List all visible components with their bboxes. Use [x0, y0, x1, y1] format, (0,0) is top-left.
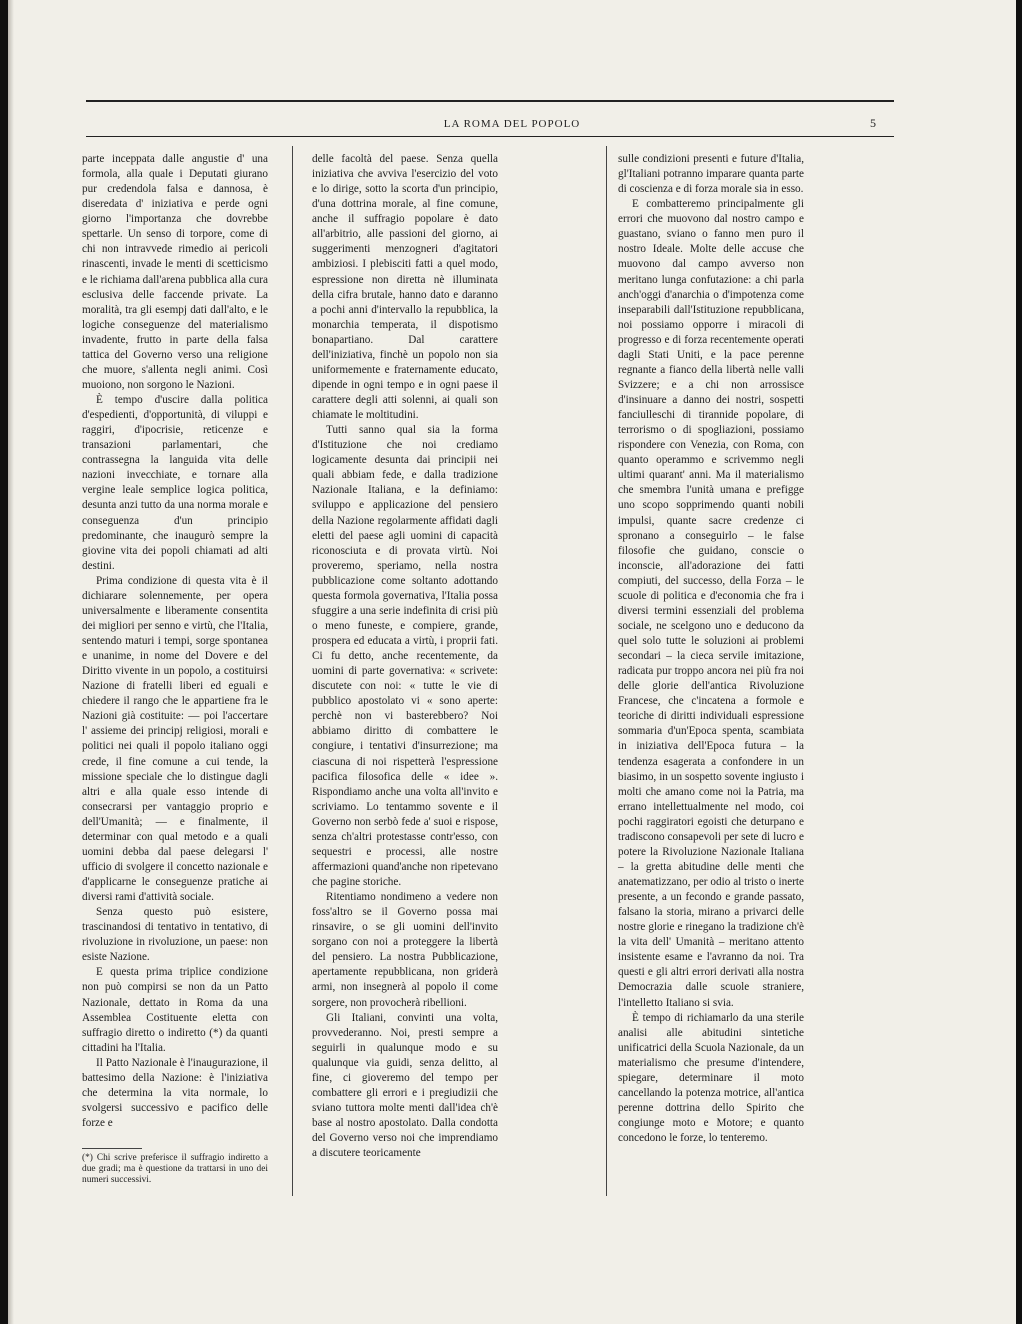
- column-3: [618, 152, 804, 1146]
- paragraph: Tutti sanno qual sia la forma d'Istituzione che noi crediamo logicamente desunta dai principii nei quali abbiam fede, e dalla tradizione Nazionale Italiana, e la definiamo: sviluppo e applicazione del pensiero della Nazione regolarmente affidati dagli eletti del paese agli uomini di capacità riconosciuta e di provata virtù. Noi proveremo, speriamo, nella nostra pubblicazione come soltanto adottando questa formola governativa, l'Italia possa sfuggire a una serie indefinita di crisi più o meno funeste, e compiere, grande, prospera ed educata a virtù, i proprii fati. Ci fu detto, anche recentemente, da uomini di parte governativa: « scrivete: discutete con noi: « tutte le vie di pubblico apostolato vi « sono aperte: perchè non vi basterebbero? Noi abbiamo diritto di combattere le congiure, i tentativi d'insurrezione; ma ciascuna di noi rispetterà l'espressione pacifica filosofica delle « idee ». Rispondiamo anche una volta all'invito e scriviamo. Lo tentammo sovente e il Governo non serbò fede a' suoi e rispose, senza ch'altri protestasse contr'esso, con sequestri e processi, alle nostre affermazioni quand'anche non ripetevano che pagine storiche.: [312, 424, 498, 888]
- paragraph: Gli Italiani, convinti una volta, provvederanno. Noi, presti sempre a seguirli in qualunque modo e su qualunque via guidi, senza delitto, al fine, ci gioveremo del tempo per combattere gli errori e i pregiudizii che sviano tuttora molte menti dall'idea ch'è base al nostro apostolato. Dalla condotta del Governo verso noi che imprendiamo a discutere teoricamente: [312, 1011, 498, 1160]
- column-2: [312, 152, 498, 1161]
- header-bottom-rule: [86, 136, 894, 137]
- running-head: LA ROMA DEL POPOLO: [443, 118, 581, 130]
- paragraph: Prima condizione di questa vita è il dichiarare solennemente, per opera universalmente e liberamente consentita dei migliori per senno e virtù, che l'Italia, sentendo maturi i tempi, sorge spontanea e unanime, in nome del Dovere e del Diritto vivente in un popolo, a costituirsi Nazione di fratelli liberi ed eguali e chiedere il rango che le appartiene fra le Nazioni già costituite: — poi l'accertare l' assieme dei principj religiosi, morali e politici nei quali il popolo italiano oggi crede, il fine comune a cui tende, la missione speciale che lo distingue dagli altri e alla quale esso intende di consecrarsi per vantaggio proprio e dell'Umanità; — e finalmente, il determinar con qual metodo e a quali uomini debba dal paese delegarsi l' ufficio di svolgere il concetto nazionale e d'applicarne le conseguenze pratiche ai diversi rami d'attività sociale.: [82, 574, 268, 904]
- paragraph: E combatteremo principalmente gli errori che muovono dal nostro campo e guastano, sviano o fanno men puro il nostro Ideale. Molte delle accuse che muovono dal campo avverso non meritano lunga confutazione: a chi parla anch'oggi d'anarchia o d'impotenza come inseparabili dall'Istituzione repubblicana, noi possiamo opporre i miracoli di progresso e di forza recentemente operati dagli Stati Uniti, e la pace perenne regnante a fianco della libertà nelle valli Svizzere; e a chi non arrossisce d'insinuare a danno dei nostri, sospetti fanciulleschi di tirannide popolare, di terrorismo o di spogliazioni, possiamo rispondere con Venezia, con Roma, con quanto operammo e scrivemmo negli ultimi quarant' anni. Ma il materialismo che smembra l'unità umana e prefigge uno scopo sopprimendo quanti nobili impulsi, quante sacre credenze ci spronano a conseguirlo – le false filosofie che guidano, conscie o inconscie, all'adorazione dei fatti compiuti, del successo, della Forza – le scuole di politica e d'economia che fra i diversi termini essenziali del problema sociale, ne scelgono uno e deducono da quel solo tutte le soluzioni ai problemi secondari – la cieca servile imitazione, radicata pur troppo ancora nei più fra noi delle glorie dell'antica Rivoluzione Francese, che c'incatena a formole e teoriche di diritti individuali espressione sommaria d'un'Epoca spenta, scambiata in iniziativa dell'Epoca futura – la tendenza esagerata a confondere in un biasimo, in un sospetto sovente ingiusto i molti che amano come noi la Patria, ma errano intellettualmente nel modo, coi pochi raggiratori egoisti che deturpano e tradiscono consapevoli per sete di lucro e potere la Rivoluzione Nazionale Italiana – la gretta abitudine delle menti che anatematizzano, per odio al tristo o inerte presente, a un fecondo e grande passato, falsano la storia, mirano a privarci delle nostre glorie e rinegano la tradizione ch'è la vita dell' Umanità – meritano attento insistente esame e l'avranno da noi. Tra questi e gli altri errori derivati alla nostra Democrazia dalle scuole straniere, l'intelletto Italiano si svia.: [618, 198, 804, 1009]
- paragraph: Ritentiamo nondimeno a vedere non foss'altro se il Governo possa mai rinsavire, o se gli uomini dell'invito sorgano con noi a proteggere la libertà del pensiero. La nostra Pubblicazione, apertamente repubblicana, non griderà armi, non insegnerà al popolo il come sorgere, non provocherà ribellioni.: [312, 891, 498, 1009]
- paragraph: parte inceppata dalle angustie d' una formola, alla quale i Deputati giurano pur credendola falsa e dannosa, è diseredata d' iniziativa e perde ogni giorno l'importanza che dovrebbe spettarle. Un senso di torpore, come di chi non intravvede rimedio ai pericoli rinascenti, invade le menti di scetticismo e le richiama dall'arena pubblica alla cura esclusiva delle faccende private. La moralità, tra gli esempj dati dall'alto, e le logiche conseguenze del materialismo invadente, frutto in parte della falsa tattica del Governo verso una religione che muore, s'allenta negli animi. Così muoiono, non sorgono le Nazioni.: [82, 153, 268, 391]
- page-number: 5: [870, 116, 876, 130]
- paragraph: Il Patto Nazionale è l'inaugurazione, il battesimo della Nazione: è l'iniziativa che determina la vita normale, lo svolgersi successivo e pacifico delle forze e: [82, 1056, 268, 1129]
- paragraph: sulle condizioni presenti e future d'Italia, gl'Italiani potranno imparare quanta parte di coscienza e di forza morale sia in esso.: [618, 153, 804, 196]
- footnote: (*) Chi scrive preferisce il suffragio indiretto a due gradi; ma è questione da trattarsi in uno dei numeri successivi.: [82, 1148, 268, 1186]
- column-divider: [292, 146, 293, 1196]
- paragraph: È tempo di richiamarlo da una sterile analisi alle abitudini sintetiche unificatrici della Scuola Nazionale, da un materialismo che presume d'intendere, spiegare, determinare il moto cancellando la potenza motrice, all'antica perenne dottrina dello Spirito che congiunge moto e Motore; e quanto concedono le forze, lo tenteremo.: [618, 1011, 804, 1145]
- column-1: [82, 152, 268, 1131]
- paragraph: delle facoltà del paese. Senza quella iniziativa che avviva l'esercizio del voto e lo dirige, sotto la scorta d'un principio, d'una dottrina morale, al fine comune, anche il suffragio popolare è dato all'arbitrio, alle passioni del giorno, ai suggerimenti menzogneri d'agitatori ambiziosi. I plebisciti fatti a quel modo, espressione non diretta nè illuminata della cifra brutale, hanno dato e daranno a pochi anni d'intervallo la repubblica, la monarchia temperata, il dispotismo bonapartiano. Dal carattere dell'iniziativa, finchè un popolo non sia uniformemente e fraternamente educato, dipende in ogni tempo e in ogni paese il carattere degli atti solenni, ai quali son chiamate le moltitudini.: [312, 153, 498, 422]
- header-top-rule: [86, 100, 894, 102]
- column-divider: [606, 146, 607, 1196]
- paragraph: E questa prima triplice condizione non può compirsi se non da un Patto Nazionale, dettato in Roma da una Assemblea Costituente eletta con suffragio diretto o indiretto (*) da quanti cittadini ha l'Italia.: [82, 966, 268, 1054]
- paragraph: È tempo d'uscire dalla politica d'espedienti, d'opportunità, di viluppi e raggiri, d'ipocrisie, reticenze e transazioni parlamentari, che contrassegna la languida vita delle nazioni invecchiate, e tornare alla vergine leale semplice logica politica, desunta anzi tutto da una norma morale e conseguenza d'un principio predominante, che inaugurò sempre la giovine vita dei popoli chiamati ad alti destini.: [82, 394, 268, 572]
- newspaper-page: [8, 0, 1016, 1324]
- paragraph: Senza questo può esistere, trascinandosi di tentativo in tentativo, di rivoluzione in rivoluzione, un paese: non esiste Nazione.: [82, 906, 268, 964]
